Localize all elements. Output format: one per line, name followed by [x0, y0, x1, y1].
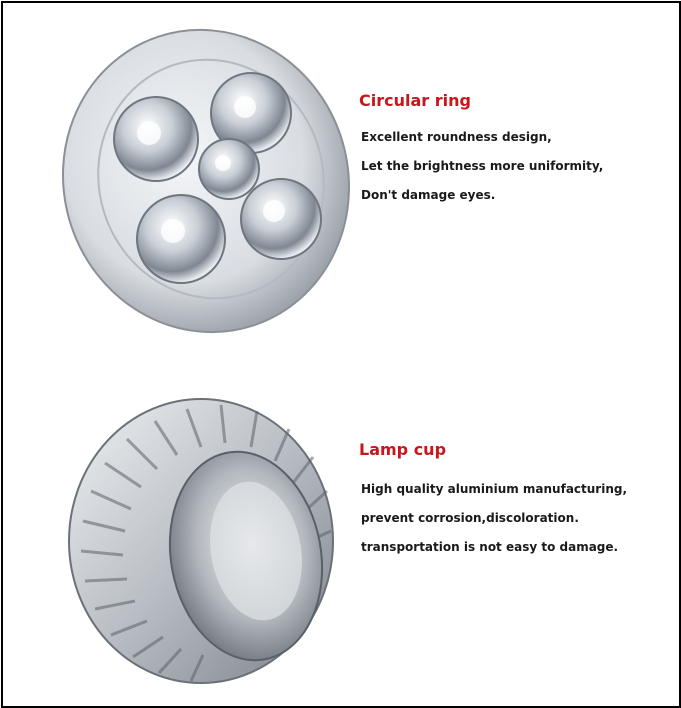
circular-ring-lens-image — [61, 21, 361, 341]
circular-ring-description — [361, 129, 603, 216]
lamp-cup-description — [361, 481, 627, 568]
lamp-cup-image — [61, 391, 351, 696]
circular-ring-line-2: Let the brightness more uniformity, — [361, 159, 604, 173]
product-detail-frame — [1, 1, 681, 708]
lamp-cup-line-3: transportation is not easy to damage. — [361, 540, 619, 554]
lamp-cup-title: Lamp cup — [359, 440, 447, 459]
circular-ring-line-3: Don't damage eyes. — [361, 188, 496, 202]
circular-ring-title: Circular ring — [359, 91, 471, 110]
lamp-cup-line-1: High quality aluminium manufacturing, — [361, 482, 628, 496]
lamp-cup-line-2: prevent corrosion,discoloration. — [361, 511, 579, 525]
circular-ring-line-1: Excellent roundness design, — [361, 130, 552, 144]
